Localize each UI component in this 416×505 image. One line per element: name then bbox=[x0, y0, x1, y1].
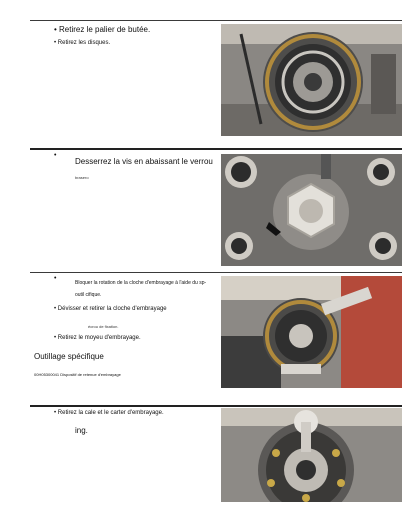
instruction-lock-clutch-bell: Bloquer la rotation de la cloche d'embrayage à l'aide du sp- bbox=[75, 280, 207, 286]
tool-reference: 00H05300041 Dispositif de retenue d'embrayage bbox=[34, 372, 121, 377]
section-divider bbox=[30, 405, 402, 407]
section-divider bbox=[30, 20, 402, 21]
section-divider bbox=[30, 148, 402, 150]
instruction-loosen-screw: Desserrez la vis en abaissant le verrou bbox=[75, 157, 213, 166]
bullet-marker: • bbox=[54, 275, 57, 282]
instruction-continued-word: brasero bbox=[75, 175, 89, 180]
clutch-basket-photo bbox=[221, 24, 402, 136]
instruction-unscrew-clutch-bell: • Dévisser et retirer la cloche d'embrayage bbox=[54, 306, 167, 312]
instruction-remove-shim-and-housing: • Retirez la cale et le carter d'embrayage. bbox=[54, 410, 164, 416]
section-divider bbox=[30, 272, 402, 273]
clutch-nut-photo bbox=[221, 154, 402, 266]
instruction-special-tool-continued: outil cifique. bbox=[75, 292, 102, 298]
instruction-remove-thrust-bearing: • Retirez le palier de butée. bbox=[54, 25, 151, 34]
clutch-housing-photo bbox=[221, 408, 402, 502]
instruction-fixing-nut: écrou de fixation. bbox=[88, 324, 119, 329]
clutch-tool-photo bbox=[221, 276, 402, 388]
bullet-marker: • bbox=[54, 152, 57, 159]
instruction-remove-discs: • Retirez les disques. bbox=[54, 40, 111, 46]
special-tools-heading: Outillage spécifique bbox=[34, 352, 104, 361]
instruction-remove-clutch-hub: • Retirez le moyeu d'embrayage. bbox=[54, 335, 141, 341]
instruction-fragment: ing. bbox=[75, 426, 88, 435]
